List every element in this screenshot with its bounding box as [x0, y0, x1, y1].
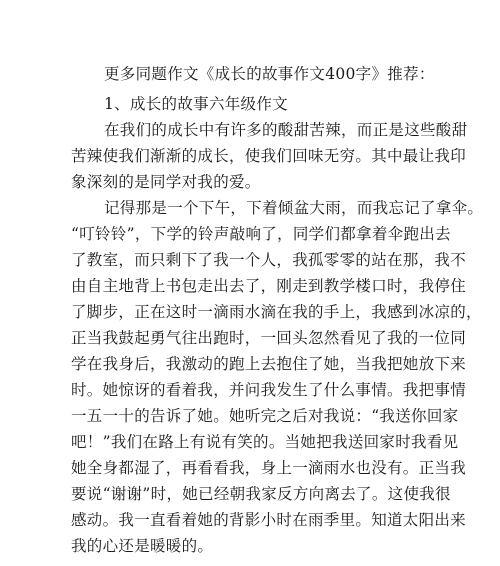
- paragraph-2-line-1: 记得那是一个下午，下着倾盆大雨，而我忘记了拿伞。: [104, 199, 484, 217]
- paragraph-2-line-5: 了脚步，正在这时一滴雨水滴在我的手上，我感到冰凉的，: [71, 303, 482, 321]
- paragraph-2-line-11: 她全身都湿了，再看看我，身上一滴雨水也没有。正当我: [71, 459, 467, 477]
- paragraph-2-line-7: 学在我身后，我激动的跑上去抱住了她，当我把她放下来: [71, 355, 467, 373]
- paragraph-1-line-2: 苦辣使我们渐渐的成长，使我们回味无穷。其中最让我印: [71, 147, 467, 165]
- paragraph-2-line-6: 正当我鼓起勇气往出跑时，一回头忽然看见了我的一位同: [71, 329, 467, 347]
- paragraph-2-line-9: 一五一十的告诉了她。她听完之后对我说：“我送你回家: [71, 407, 459, 425]
- paragraph-2-line-14: 我的心还是暖暖的。: [71, 537, 214, 555]
- paragraph-1-line-1: 在我们的成长中有许多的酸甜苦辣，而正是这些酸甜: [104, 121, 468, 139]
- paragraph-2-line-8: 时。她惊讶的看着我，并问我发生了什么事情。我把事情: [71, 381, 467, 399]
- paragraph-2-line-2: “叮铃铃”，下学的铃声敲响了，同学们都拿着伞跑出去: [71, 225, 451, 243]
- paragraph-1-line-3: 象深刻的是同学对我的爱。: [71, 173, 261, 191]
- paragraph-2-line-12: 要说“谢谢”时，她已经朝我家反方向离去了。这使我很: [71, 485, 451, 503]
- paragraph-2-line-4: 由自主地背上书包走出去了，刚走到教学楼口时，我停住: [71, 277, 467, 295]
- paragraph-2-line-13: 感动。我一直看着她的背影小时在雨季里。知道太阳出来: [71, 511, 467, 529]
- recommendation-intro: 更多同题作文《成长的故事作文400字》推荐：: [104, 65, 435, 83]
- section-heading: 1、成长的故事六年级作文: [104, 95, 288, 113]
- paragraph-2-line-3: 了教室，而只剩下了我一个人，我孤零零的站在那，我不: [71, 251, 467, 269]
- paragraph-2-line-10: 吧！”我们在路上有说有笑的。当她把我送回家时我看见: [71, 433, 459, 451]
